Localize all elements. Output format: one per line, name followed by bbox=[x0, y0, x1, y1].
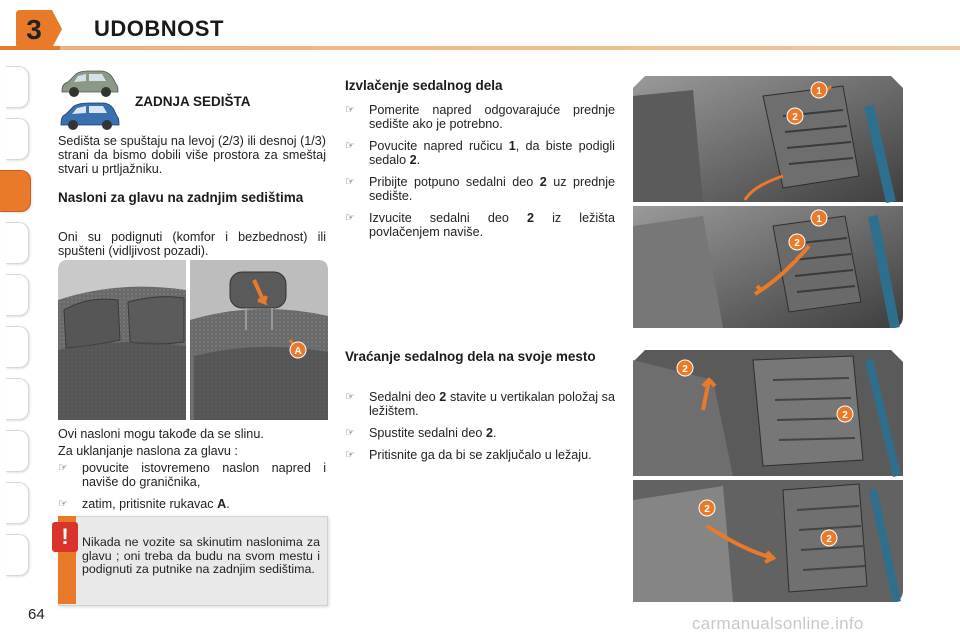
svg-text:2: 2 bbox=[794, 238, 800, 249]
callout-1-top bbox=[811, 82, 827, 98]
chapter-tab[interactable] bbox=[6, 118, 29, 160]
refit-steps bbox=[345, 390, 615, 470]
intro-paragraph: Sedišta se spuštaju na levoj (2/3) ili desnoj (1/3) strani da bismo dobili više prostora za smeštaj stvari u prtljažniku. bbox=[58, 134, 326, 176]
blue-car-icon bbox=[61, 103, 119, 130]
removal-photo-top bbox=[633, 76, 903, 202]
page-title: UDOBNOST bbox=[94, 16, 224, 41]
headrests-heading: Nasloni za glavu na zadnjim sedištima bbox=[58, 190, 304, 205]
remove-steps bbox=[345, 103, 615, 247]
remove-heading: Izvlačenje sedalnog dela bbox=[345, 78, 503, 93]
callout-2-bottom bbox=[789, 234, 805, 250]
chapter-tab[interactable] bbox=[6, 326, 29, 368]
seat-refit-photos bbox=[633, 350, 903, 602]
hand-pointer-icon: ☞ bbox=[58, 462, 68, 474]
chapter-tab[interactable] bbox=[6, 274, 29, 316]
svg-text:2: 2 bbox=[682, 364, 688, 375]
svg-text:1: 1 bbox=[816, 214, 822, 225]
chapter-tab[interactable] bbox=[6, 534, 29, 576]
list-item: ☞ Pribijte potpuno sedalni deo 2 uz prednje sedište. bbox=[345, 175, 616, 203]
svg-text:A: A bbox=[294, 346, 302, 357]
car-model-icons bbox=[58, 66, 120, 132]
svg-text:2: 2 bbox=[842, 410, 848, 421]
chapter-tab[interactable] bbox=[6, 66, 29, 108]
chapter-tab[interactable] bbox=[6, 430, 29, 472]
chapter-tab[interactable] bbox=[6, 222, 29, 264]
svg-text:2: 2 bbox=[704, 504, 710, 515]
hand-pointer-icon: ☞ bbox=[345, 449, 355, 461]
headrests-paragraph: Oni su podignuti (komfor i bezbednost) ili spušteni (vidljivost pozadi). bbox=[58, 230, 326, 258]
refit-heading: Vraćanje sedalnog dela na svoje mesto bbox=[345, 349, 596, 364]
chapter-tabs bbox=[0, 66, 34, 576]
hand-pointer-icon: ☞ bbox=[58, 498, 68, 510]
svg-text:1: 1 bbox=[816, 86, 822, 97]
list-item: ☞ Povucite napred ručicu 1, da biste podigli sedalo 2. bbox=[345, 139, 615, 167]
chapter-number: 3 bbox=[26, 14, 42, 45]
svg-text:2: 2 bbox=[826, 534, 832, 545]
callout-1-bottom bbox=[811, 210, 827, 226]
after-photo-line-1: Ovi nasloni mogu takođe da se slinu. bbox=[58, 427, 264, 441]
refit-photo-bottom bbox=[633, 480, 903, 602]
svg-text:2: 2 bbox=[792, 112, 798, 123]
headrest-photo-raised bbox=[190, 260, 328, 420]
callout-2-d bbox=[821, 530, 837, 546]
chapter-tab[interactable] bbox=[6, 378, 29, 420]
callout-a bbox=[290, 342, 306, 358]
list-item: ☞ Sedalni deo 2 stavite u vertikalan položaj sa ležištem. bbox=[345, 390, 615, 418]
warning-text: Nikada ne vozite sa skinutim naslonima za glavu ; oni treba da budu na svom mestu i podignuti za putnike na zadnjim sedištima. bbox=[82, 535, 320, 576]
headrest-photo-lowered bbox=[58, 260, 186, 420]
headrest-photos bbox=[58, 260, 328, 420]
hand-pointer-icon: ☞ bbox=[345, 176, 355, 188]
list-item: ☞ zatim, pritisnite rukavac A. bbox=[58, 497, 230, 511]
after-photo-line-2: Za uklanjanje naslona za glavu : bbox=[58, 444, 238, 458]
seat-removal-photos bbox=[633, 76, 903, 328]
hand-pointer-icon: ☞ bbox=[345, 391, 355, 403]
callout-2-b bbox=[837, 406, 853, 422]
section-title: ZADNJA SEDIŠTA bbox=[135, 94, 251, 109]
hand-pointer-icon: ☞ bbox=[345, 427, 355, 439]
green-car-icon bbox=[62, 71, 118, 97]
hand-pointer-icon: ☞ bbox=[345, 140, 355, 152]
chapter-tab[interactable] bbox=[6, 482, 29, 524]
list-item: ☞ povucite istovremeno naslon napred i naviše do graničnika, bbox=[58, 461, 326, 489]
callout-2-top bbox=[787, 108, 803, 124]
list-item: ☞ Pritisnite ga da bi se zaključalo u ležaju. bbox=[345, 448, 592, 462]
chapter-tab-active[interactable] bbox=[0, 170, 31, 212]
callout-2-a bbox=[677, 360, 693, 376]
watermark: carmanualsonline.info bbox=[692, 614, 864, 633]
removal-photo-bottom bbox=[633, 206, 903, 328]
header-rule bbox=[0, 46, 960, 50]
headrest-steps bbox=[58, 461, 326, 519]
hand-pointer-icon: ☞ bbox=[345, 212, 355, 224]
list-item: ☞ Izvucite sedalni deo 2 iz ležišta povlačenjem naviše. bbox=[345, 211, 615, 239]
refit-photo-top bbox=[633, 350, 903, 476]
list-item: ☞ Spustite sedalni deo 2. bbox=[345, 426, 497, 440]
list-item: ☞ Pomerite napred odgovarajuće prednje sedište ako je potrebno. bbox=[345, 103, 615, 131]
callout-2-c bbox=[699, 500, 715, 516]
hand-pointer-icon: ☞ bbox=[345, 104, 355, 116]
warning-icon: ! bbox=[52, 522, 78, 552]
page-number: 64 bbox=[28, 606, 45, 623]
